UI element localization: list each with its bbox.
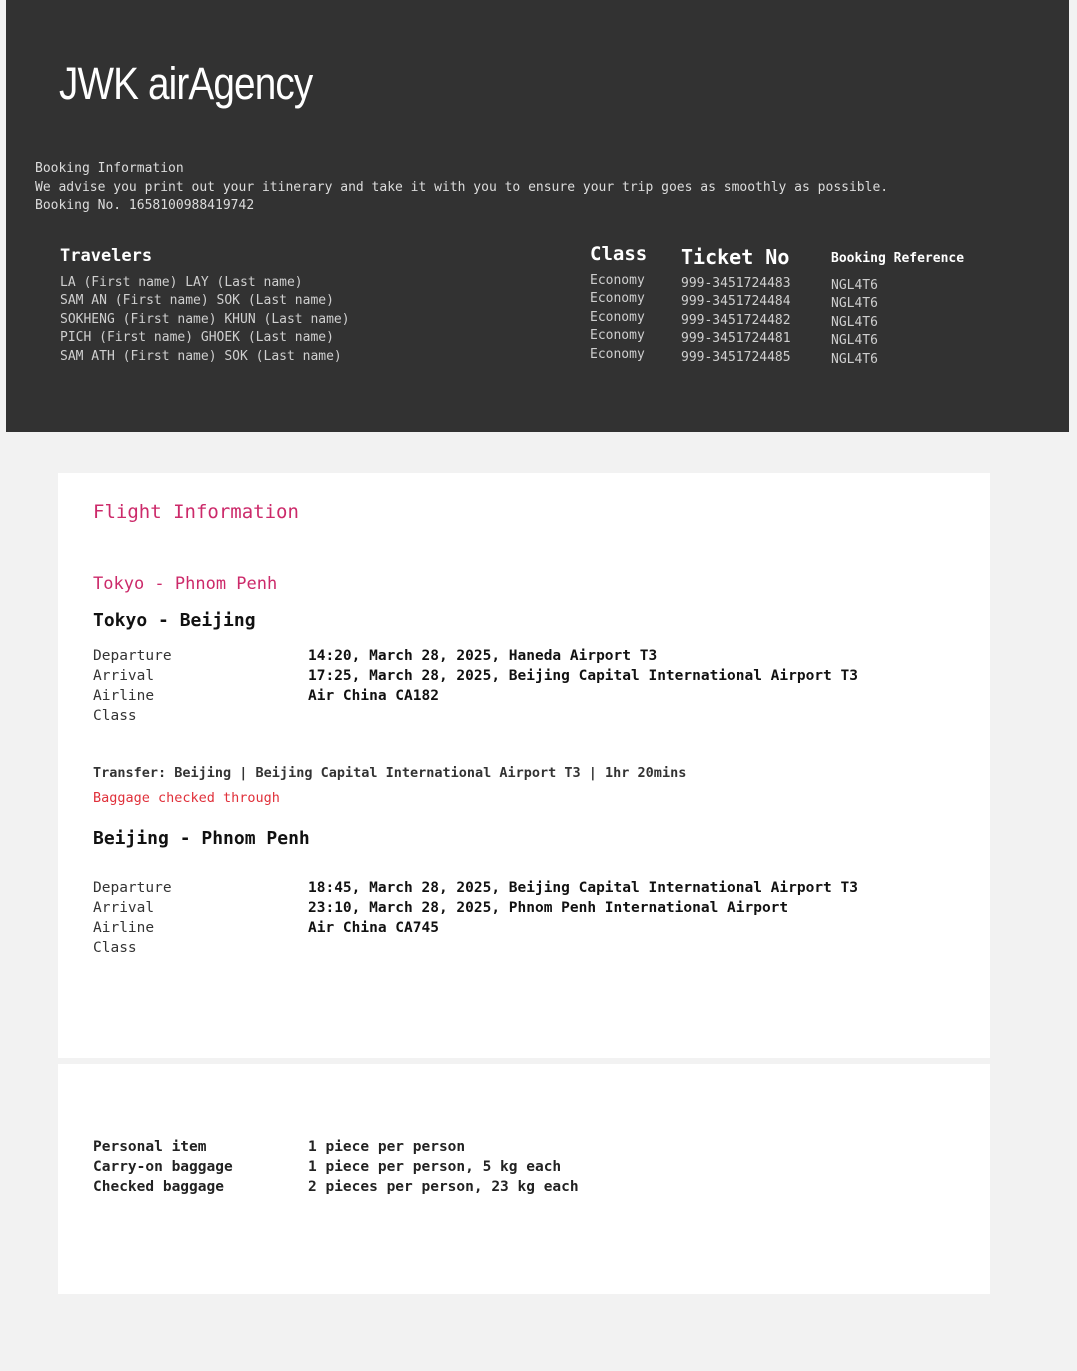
booking-reference: NGL4T6 [831, 314, 878, 330]
reference-header: Booking Reference [831, 251, 965, 266]
ticket-number: 999-3451724485 [681, 349, 791, 365]
booking-info-heading: Booking Information [35, 161, 184, 176]
traveler-name: SAM ATH (First name) SOK (Last name) [60, 348, 342, 364]
booking-reference: NGL4T6 [831, 351, 878, 367]
brand-logo: JWK airAgency [59, 58, 313, 109]
baggage-value: 1 piece per person [308, 1139, 466, 1155]
traveler-name: PICH (First name) GHOEK (Last name) [60, 330, 334, 346]
traveler-name: SAM AN (First name) SOK (Last name) [60, 293, 334, 309]
traveler-class: Economy [590, 328, 645, 344]
travelers-header: Travelers [60, 246, 153, 266]
transfer-info: Transfer: Beijing | Beijing Capital International Airport T3 | 1hr 20mins [93, 765, 687, 781]
reference-column [831, 245, 964, 369]
booking-reference: NGL4T6 [831, 278, 878, 293]
ticket-header: Ticket No [681, 245, 790, 269]
segment-title: Tokyo - Beijing [93, 610, 256, 631]
flight-information-card [58, 473, 990, 1058]
airline-label: Airline [93, 688, 155, 704]
flight-section-title: Flight Information [93, 501, 299, 523]
baggage-label: Personal item [93, 1139, 207, 1155]
booking-number: Booking No. 1658100988419742 [35, 198, 255, 213]
baggage-checked-note: Baggage checked through [93, 790, 280, 806]
baggage-value: 1 piece per person, 5 kg each [308, 1159, 562, 1175]
traveler-class: Economy [590, 273, 645, 288]
baggage-value: 2 pieces per person, 23 kg each [308, 1179, 579, 1195]
airline-label: Airline [93, 920, 155, 936]
class-label: Class [93, 708, 137, 724]
arrival-label: Arrival [93, 900, 155, 916]
class-column [590, 245, 647, 364]
travelers-column [60, 245, 350, 366]
class-header: Class [590, 243, 648, 265]
ticket-number: 999-3451724481 [681, 331, 791, 347]
booking-info [35, 160, 888, 216]
arrival-label: Arrival [93, 668, 155, 684]
ticket-column [681, 245, 791, 367]
ticket-number: 999-3451724484 [681, 294, 791, 310]
baggage-details [93, 1137, 579, 1197]
departure-label: Departure [93, 648, 172, 664]
traveler-class: Economy [590, 309, 645, 325]
airline-value: Air China CA745 [308, 920, 439, 936]
ticket-number: 999-3451724482 [681, 312, 791, 328]
baggage-allowance-card [58, 1064, 990, 1294]
departure-value: 18:45, March 28, 2025, Beijing Capital International Airport T3 [308, 880, 858, 896]
traveler-name: SOKHENG (First name) KHUN (Last name) [60, 311, 350, 327]
segment-title: Beijing - Phnom Penh [93, 828, 310, 849]
departure-value: 14:20, March 28, 2025, Haneda Airport T3 [308, 648, 658, 664]
class-label: Class [93, 940, 137, 956]
booking-reference: NGL4T6 [831, 333, 878, 349]
departure-label: Departure [93, 880, 172, 896]
arrival-value: 23:10, March 28, 2025, Phnom Penh International Airport [308, 900, 789, 916]
ticket-number: 999-3451724483 [681, 276, 791, 291]
baggage-label: Checked baggage [93, 1179, 224, 1195]
segment-details [93, 646, 858, 726]
itinerary-header [6, 0, 1069, 432]
traveler-class: Economy [590, 291, 645, 307]
airline-value: Air China CA182 [308, 688, 439, 704]
route-title: Tokyo - Phnom Penh [93, 574, 278, 594]
baggage-label: Carry-on baggage [93, 1159, 233, 1175]
arrival-value: 17:25, March 28, 2025, Beijing Capital International Airport T3 [308, 668, 858, 684]
segment-details [93, 878, 858, 958]
traveler-class: Economy [590, 346, 645, 362]
booking-reference: NGL4T6 [831, 296, 878, 312]
traveler-name: LA (First name) LAY (Last name) [60, 275, 303, 290]
booking-advice: We advise you print out your itinerary and take it with you to ensure your trip goes as smoothly as possible. [35, 179, 889, 195]
